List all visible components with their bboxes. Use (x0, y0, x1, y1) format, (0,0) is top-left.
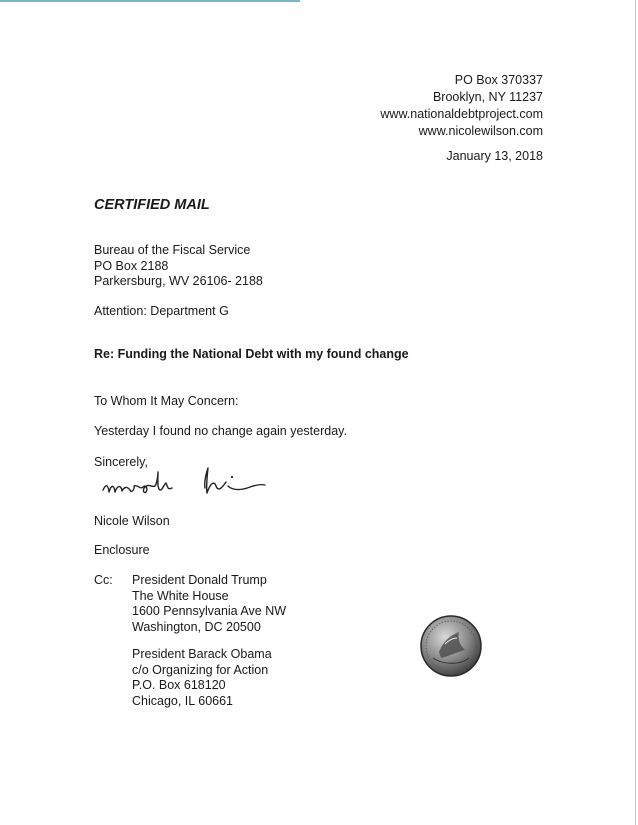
signer-name: Nicole Wilson (94, 514, 170, 528)
recipient-po-box: PO Box 2188 (94, 258, 169, 273)
cc-label: Cc: (94, 573, 113, 587)
sender-address (380, 72, 543, 140)
cc-line: P.O. Box 618120 (132, 678, 226, 692)
recipient-address (94, 243, 263, 290)
recipient-city: Parkersburg, WV 26106- 2188 (94, 274, 263, 288)
sender-po-box: PO Box 370337 (454, 73, 543, 87)
cc-line: President Barack Obama (132, 647, 272, 661)
attention-line: Attention: Department G (94, 304, 229, 318)
cc-recipient (132, 647, 272, 709)
coin-icon (419, 614, 483, 678)
cc-line: c/o Organizing for Action (132, 662, 269, 677)
certified-mail-label: CERTIFIED MAIL (94, 197, 210, 213)
closing: Sincerely, (94, 455, 148, 469)
handwritten-signature (100, 460, 270, 505)
sender-website-1: www.nationaldebtproject.com (380, 107, 543, 121)
salutation: To Whom It May Concern: (94, 394, 239, 408)
letter-date: January 13, 2018 (446, 149, 543, 163)
subject-line: Re: Funding the National Debt with my found change (94, 347, 409, 361)
cc-line: Chicago, IL 60661 (132, 693, 234, 708)
sender-city: Brooklyn, NY 11237 (432, 90, 543, 104)
scan-edge-line (0, 0, 300, 2)
sender-website-2: www.nicolewilson.com (418, 124, 543, 138)
enclosure-note: Enclosure (94, 543, 150, 557)
letter-body: Yesterday I found no change again yesterday. (94, 424, 347, 438)
cc-line: President Donald Trump (132, 573, 267, 587)
scan-edge-right (635, 0, 636, 825)
cc-recipient (132, 573, 286, 635)
cc-line: Washington, DC 20500 (132, 619, 261, 634)
cc-line: The White House (132, 588, 229, 603)
cc-line: 1600 Pennsylvania Ave NW (132, 604, 287, 618)
recipient-name: Bureau of the Fiscal Service (94, 243, 251, 257)
